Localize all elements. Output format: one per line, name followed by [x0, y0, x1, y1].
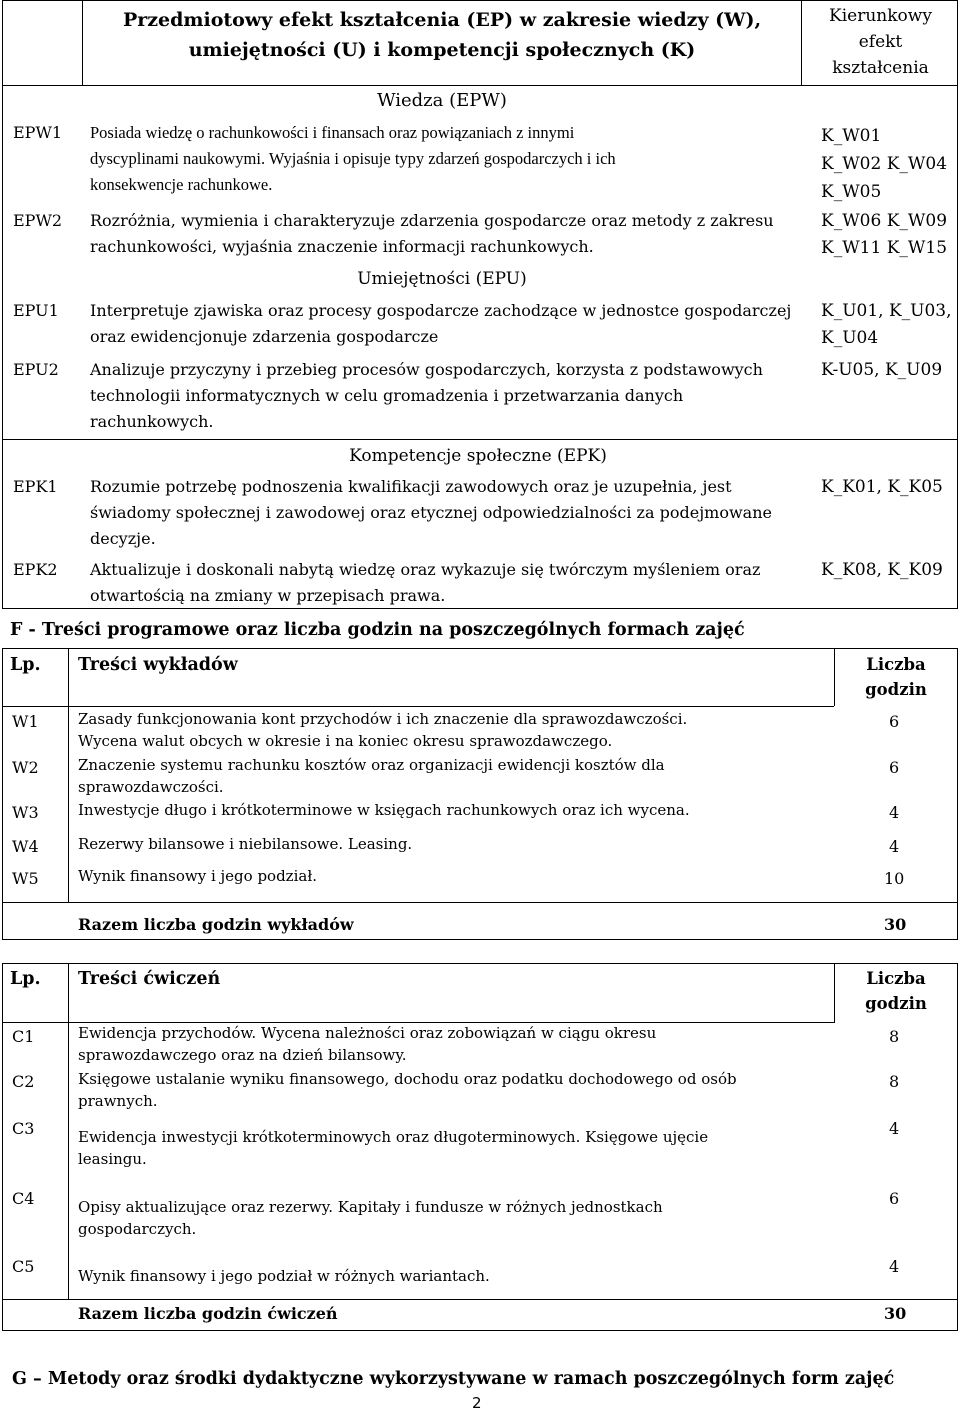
lecture-content-w3: Inwestycje długo i krótkoterminowe w księgach rachunkowych oraz ich wycena. — [78, 801, 690, 819]
outcomes-title-line1: Przedmiotowy efekt kształcenia (EP) w zakresie wiedzy (W), — [122, 9, 762, 31]
lecture-lp-w1: W1 — [12, 712, 39, 731]
skills-section-title: Umiejętności (EPU) — [357, 269, 527, 289]
exercises-header-content: Treści ćwiczeń — [78, 969, 221, 989]
lecture-lp-w5: W5 — [12, 869, 39, 888]
lecture-hours-w3: 4 — [889, 803, 900, 822]
exercise-content-c4: Opisy aktualizujące oraz rezerwy. Kapitały i fundusze w różnych jednostkach gospodarczych. — [78, 1198, 663, 1238]
lecture-content-w2: Znaczenie systemu rachunku kosztów oraz organizacji ewidencji kosztów dla sprawozdawczości. — [78, 756, 665, 796]
outcome-code-epk2: EPK2 — [13, 560, 58, 579]
exercise-hours-c4: 6 — [889, 1189, 900, 1208]
outcome-description-epu1: Interpretuje zjawiska oraz procesy gospodarcze zachodzące w jednostce gospodarczej oraz ewidencjonuje zdarzenia gospodarcze — [90, 301, 792, 346]
exercise-hours-c3: 4 — [889, 1119, 900, 1138]
lectures-total-divider — [2, 902, 958, 903]
outcome-code-epw1: EPW1 — [13, 123, 63, 142]
outcomes-header-divider — [2, 85, 958, 86]
lectures-header-hours: Liczba godzin — [865, 655, 927, 699]
outcome-code-epu1: EPU1 — [13, 301, 59, 320]
section-g-heading: G – Metody oraz środki dydaktyczne wykorzystywane w ramach poszczególnych form zajęć — [12, 1369, 895, 1389]
exercise-lp-c5: C5 — [12, 1257, 35, 1276]
exercises-total-divider — [2, 1299, 958, 1300]
exercise-lp-c1: C1 — [12, 1027, 35, 1046]
exercise-content-c3: Ewidencja inwestycji krótkoterminowych oraz długoterminowych. Księgowe ujęcie leasingu. — [78, 1128, 709, 1168]
exercise-lp-c2: C2 — [12, 1072, 35, 1091]
lectures-total-value: 30 — [884, 915, 907, 934]
outcome-code-epu2: EPU2 — [13, 360, 59, 379]
exercise-content-c5: Wynik finansowy i jego podział w różnych wariantach. — [78, 1267, 490, 1285]
lecture-content-w4: Rezerwy bilansowe i niebilansowe. Leasing. — [78, 835, 413, 853]
page-number: 2 — [472, 1394, 482, 1412]
outcome-description-epw1: Posiada wiedzę o rachunkowości i finansach oraz powiązaniach z innymi dyscyplinami naukowymi. Wyjaśnia i opisuje typy zdarzeń gospodarczych i ich konsekwencje rachunkowe. — [90, 123, 616, 194]
exercises-header-lp: Lp. — [10, 969, 41, 989]
outcomes-title-line2: umiejętności (U) i kompetencji społecznych (K) — [188, 39, 696, 61]
lecture-lp-w4: W4 — [12, 837, 39, 856]
exercise-hours-c2: 8 — [889, 1072, 900, 1091]
exercise-lp-c4: C4 — [12, 1189, 35, 1208]
outcome-description-epu2: Analizuje przyczyny i przebieg procesów gospodarczych, korzysta z podstawowych technologii informatycznych w celu gromadzenia i przetwarzania danych rachunkowych. — [90, 360, 763, 431]
outcome-refs-epw2: K_W06 K_W09 K_W11 K_W15 — [821, 211, 948, 258]
lectures-total-label: Razem liczba godzin wykładów — [78, 915, 354, 934]
lectures-header-divider — [2, 706, 834, 707]
lecture-content-w5: Wynik finansowy i jego podział. — [78, 867, 317, 885]
exercise-lp-c3: C3 — [12, 1119, 35, 1138]
exercise-hours-c5: 4 — [889, 1257, 900, 1276]
social-section-title: Kompetencje społeczne (EPK) — [349, 446, 607, 466]
outcome-refs-epw1: K_W01 K_W02 K_W04 K_W05 — [821, 126, 948, 202]
outcome-code-epw2: EPW2 — [13, 211, 63, 230]
exercise-content-c2: Księgowe ustalanie wyniku finansowego, dochodu oraz podatku dochodowego od osób prawnych. — [78, 1070, 737, 1110]
outcome-description-epk1: Rozumie potrzebę podnoszenia kwalifikacji zawodowych oraz je uzupełnia, jest świadomy społecznej i zawodowej oraz etycznej odpowiedzialności za podejmowane decyzje. — [90, 477, 772, 548]
lecture-hours-w5: 10 — [884, 869, 905, 888]
exercises-total-value: 30 — [884, 1304, 907, 1323]
outcome-refs-epk2: K_K08, K_K09 — [821, 560, 943, 580]
exercises-header-hours: Liczba godzin — [865, 969, 927, 1013]
outcome-refs-epk1: K_K01, K_K05 — [821, 477, 943, 497]
exercises-divider-hours — [834, 963, 835, 1023]
outcomes-divider-code — [82, 0, 83, 85]
exercise-content-c1: Ewidencja przychodów. Wycena należności oraz zobowiązań w ciągu okresu sprawozdawczego oraz na dzień bilansowy. — [78, 1024, 657, 1064]
outcome-refs-epu2: K-U05, K_U09 — [821, 360, 943, 380]
exercise-hours-c1: 8 — [889, 1027, 900, 1046]
lecture-content-w1: Zasady funkcjonowania kont przychodów i ich znaczenie dla sprawozdawczości. Wycena walut obcych w okresie i na koniec okresu sprawozdawczego. — [78, 710, 688, 750]
lecture-hours-w1: 6 — [889, 712, 900, 731]
lecture-lp-w3: W3 — [12, 803, 39, 822]
lecture-lp-w2: W2 — [12, 758, 39, 777]
outcome-description-epw2: Rozróżnia, wymienia i charakteryzuje zdarzenia gospodarcze oraz metody z zakresu rachunkowości, wyjaśnia znaczenie informacji rachunkowych. — [90, 211, 774, 256]
lectures-divider-lp — [68, 648, 69, 902]
ref-column-header: Kierunkowy efekt kształcenia — [829, 6, 932, 78]
lecture-hours-w4: 4 — [889, 837, 900, 856]
outcomes-title — [84, 5, 800, 65]
lectures-header-content: Treści wykładów — [78, 655, 238, 675]
outcomes-divider-ref — [801, 0, 802, 85]
outcome-description-epk2: Aktualizuje i doskonali nabytą wiedzę oraz wykazuje się twórczym myśleniem oraz otwartością na zmiany w przepisach prawa. — [90, 560, 761, 605]
exercises-divider-lp — [68, 963, 69, 1299]
lecture-hours-w2: 6 — [889, 758, 900, 777]
lectures-header-lp: Lp. — [10, 655, 41, 675]
knowledge-section-title: Wiedza (EPW) — [377, 90, 507, 111]
skills-social-divider — [2, 439, 958, 440]
outcome-code-epk1: EPK1 — [13, 477, 58, 496]
lectures-divider-hours — [834, 648, 835, 706]
section-f-heading: F - Treści programowe oraz liczba godzin na poszczególnych formach zajęć — [10, 620, 745, 640]
exercises-total-label: Razem liczba godzin ćwiczeń — [78, 1304, 338, 1323]
outcome-refs-epu1: K_U01, K_U03, K_U04 — [821, 301, 952, 348]
